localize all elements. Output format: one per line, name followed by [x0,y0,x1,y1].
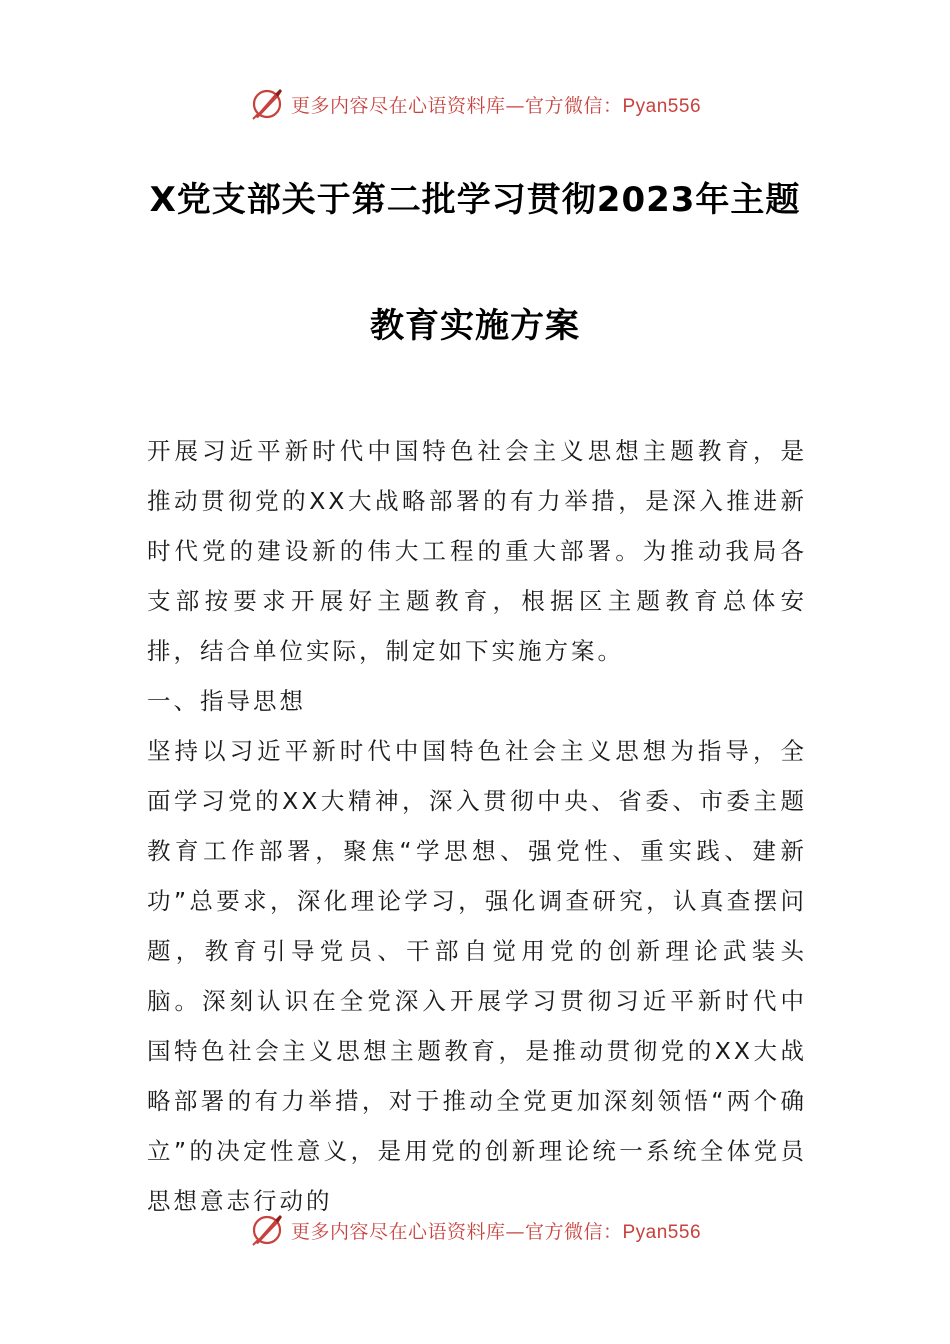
wechat-id: Pyan556 [622,1221,702,1243]
header-watermark [0,84,950,124]
watermark-text: 更多内容尽在心语资料库—官方微信：Pyan556 [290,94,702,117]
quill-pen-logo-icon [249,1212,285,1248]
document-body [147,426,807,1226]
quill-pen-logo-icon [249,86,285,122]
document-title-line-2: 教育实施方案 [370,306,580,346]
footer-watermark [0,1210,950,1250]
document-title-line-1: X党支部关于第二批学习贯彻2023年主题 [149,180,801,220]
wechat-id: Pyan556 [622,95,702,117]
section-heading-guiding-ideology: 一、指导思想 [147,687,306,715]
section-paragraph-guiding-ideology: 坚持以习近平新时代中国特色社会主义思想为指导，全面学习党的XX大精神，深入贯彻中央、省委、市委主题教育工作部署，聚焦“学思想、强党性、重实践、建新功”总要求，深化理论学习，强化调查研究，认真查摆问题，教育引导党员、干部自觉用党的创新理论武装头脑。深刻认识在全党深入开展学习贯彻习近平新时代中国特色社会主义思想主题教育，是推动贯彻党的XX大战略部署的有力举措，对于推动全党更加深刻领悟“两个确立”的决定性意义，是用党的创新理论统一系统全体党员思想意志行动的 [147,737,807,1215]
watermark-text: 更多内容尽在心语资料库—官方微信：Pyan556 [290,1220,702,1243]
intro-paragraph: 开展习近平新时代中国特色社会主义思想主题教育，是推动贯彻党的XX大战略部署的有力举措，是深入推进新时代党的建设新的伟大工程的重大部署。为推动我局各支部按要求开展好主题教育，根据区主题教育总体安排，结合单位实际，制定如下实施方案。 [147,437,807,665]
